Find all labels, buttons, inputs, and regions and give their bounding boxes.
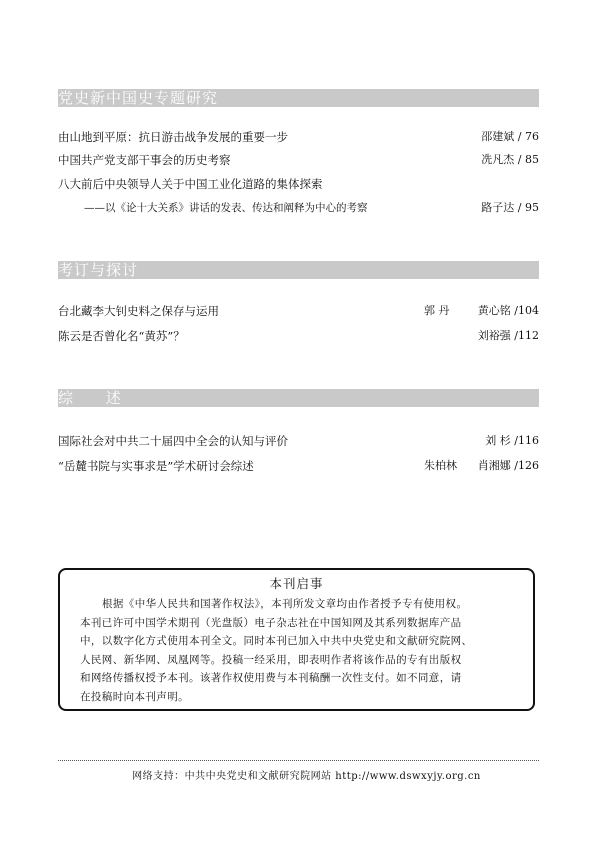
toc-entry[interactable] [58,458,539,474]
section-title-party-history: 党史新中国史专题研究 [58,89,219,107]
footer-divider [58,760,539,761]
toc-entry-title: 国际社会对中共二十届四中全会的认知与评价 [58,434,288,448]
toc-entry-coauthor: 郭 丹 [424,304,450,317]
toc-entry-author-page: 肖湘娜 /126 [477,459,539,472]
notice-line: 根据《中华人民共和国著作权法》，本刊所发文章均由作者授予专有使用权。 [102,598,468,610]
toc-entry-title: 由山地到平原：抗日游击战争发展的重要一步 [58,130,288,144]
toc-entry-subtitle-text: ——以《论十大关系》讲话的发表、传达和阐释为中心的考察 [84,202,368,214]
toc-entry[interactable] [58,152,539,168]
toc-entry[interactable] [58,303,539,319]
toc-entry[interactable] [58,176,539,192]
notice-line: 和网络传播权授予本刊。该著作权使用费与本刊稿酬一次性支付。如不同意，请 [80,672,462,684]
toc-entry[interactable] [58,129,539,145]
toc-entry-author-page: 刘 杉 /116 [485,434,539,447]
toc-entry-title: 台北藏李大钊史料之保存与运用 [58,304,219,318]
toc-entry-subtitle[interactable] [58,200,539,216]
notice-line: 人民网、新华网、凤凰网等。投稿一经采用，即表明作者将该作品的专有出版权 [80,654,462,666]
toc-entry-title: 中国共产党支部干事会的历史考察 [58,153,231,167]
toc-entry-author-page: 黄心铭 /104 [477,304,539,317]
notice-title: 本刊启事 [269,576,324,591]
footer-website[interactable]: 网络支持：中共中央党史和文献研究院网站 http://www.dswxyjy.org.cn [132,771,481,782]
toc-entry-author-page: 邵建斌 / 76 [481,130,539,143]
notice-line: 在投稿时向本刊声明。 [80,691,189,703]
toc-entry-author-page: 刘裕强 /112 [477,329,539,342]
toc-entry-coauthor: 朱柏林 [424,459,457,472]
notice-line: 本刊已许可中国学术期刊（光盘版）电子杂志社在中国知网及其系列数据库产品 [80,617,462,629]
section-title-review: 综 述 [58,389,135,407]
toc-entry-author-page: 冼凡杰 / 85 [481,153,539,166]
toc-entry-title: 八大前后中央领导人关于中国工业化道路的集体探索 [58,177,323,191]
toc-entry-title: 陈云是否曾化名“黄苏”？ [58,329,185,343]
notice-line: 中，以数字化方式使用本刊全文。同时本刊已加入中共中央党史和文献研究院网、 [80,635,473,647]
section-title-verification: 考订与探讨 [58,261,139,279]
toc-entry[interactable] [58,433,539,449]
journal-notice-box [58,568,535,711]
toc-entry[interactable] [58,328,539,344]
toc-entry-title: “岳麓书院与实事求是”学术研讨会综述 [58,459,254,473]
toc-entry-author-page: 路子达 / 95 [481,201,539,214]
